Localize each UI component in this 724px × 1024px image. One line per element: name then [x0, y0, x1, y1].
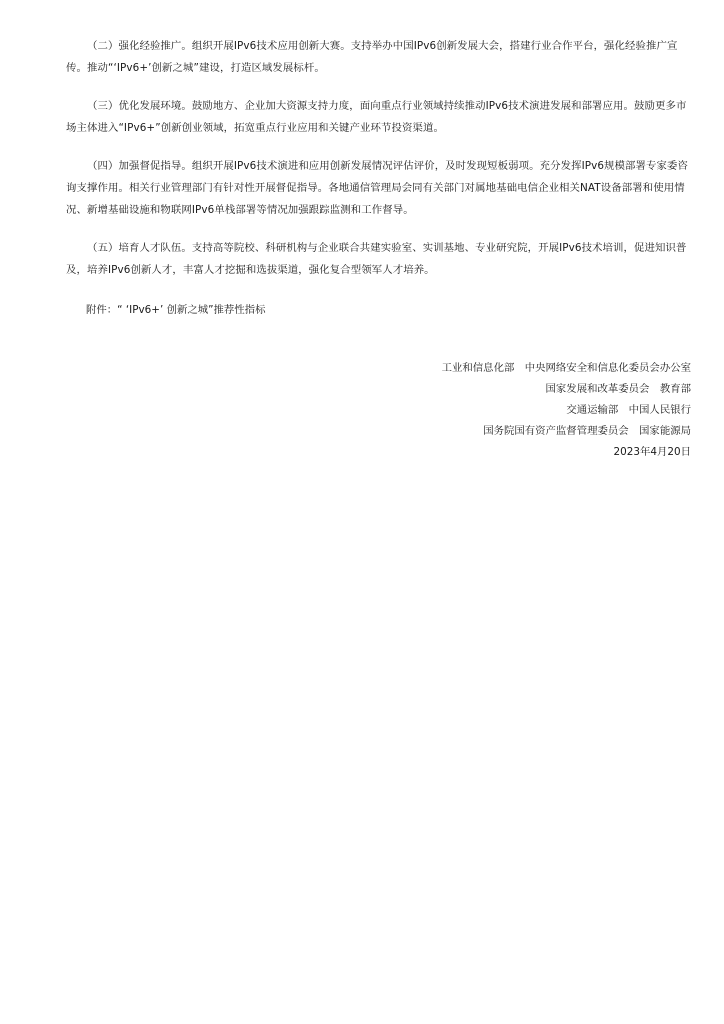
attachment-note: 附件：“ ‘IPv6+’ 创新之城”推荐性指标 — [86, 304, 266, 316]
signatory-line-4: 国务院国有资产监督管理委员会 国家能源局 — [483, 425, 691, 437]
paragraph-optimize-environment: （三）优化发展环境。鼓励地方、企业加大资源支持力度，面向重点行业领域持续推动IPv6技术演进发展和部署应用。鼓励更多市场主体进入“IPv6+”创新创业领域，拓宽重点行业应用和关键产业环节投资渠道。 — [66, 100, 687, 134]
paragraph-supervision-guidance: （四）加强督促指导。组织开展IPv6技术演进和应用创新发展情况评估评价，及时发现短板弱项。充分发挥IPv6规模部署专家委咨询支撑作用。相关行业管理部门有针对性开展督促指导。各地通信管理局会同有关部门对属地基础电信企业相关NAT设备部署和使用情况、新增基础设施和物联网IPv6单栈部署等情况加强跟踪监测和工作督导。 — [66, 160, 688, 216]
signatory-line-2: 国家发展和改革委员会 教育部 — [545, 383, 691, 395]
paragraph-strengthen-experience: （二）强化经验推广。组织开展IPv6技术应用创新大赛。支持举办中国IPv6创新发展大会，搭建行业合作平台，强化经验推广宣传。推动“‘IPv6+’创新之城”建设，打造区域发展标杆。 — [66, 40, 678, 74]
document-date: 2023年4月20日 — [613, 446, 691, 458]
signature-block — [442, 358, 691, 463]
signatory-line-1: 工业和信息化部 中央网络安全和信息化委员会办公室 — [441, 362, 691, 374]
paragraph-talent-cultivation: （五）培育人才队伍。支持高等院校、科研机构与企业联合共建实验室、实训基地、专业研究院，开展IPv6技术培训，促进知识普及，培养IPv6创新人才，丰富人才挖掘和选拔渠道，强化复合型领军人才培养。 — [66, 242, 687, 276]
signatory-line-3: 交通运输部 中国人民银行 — [566, 404, 691, 416]
